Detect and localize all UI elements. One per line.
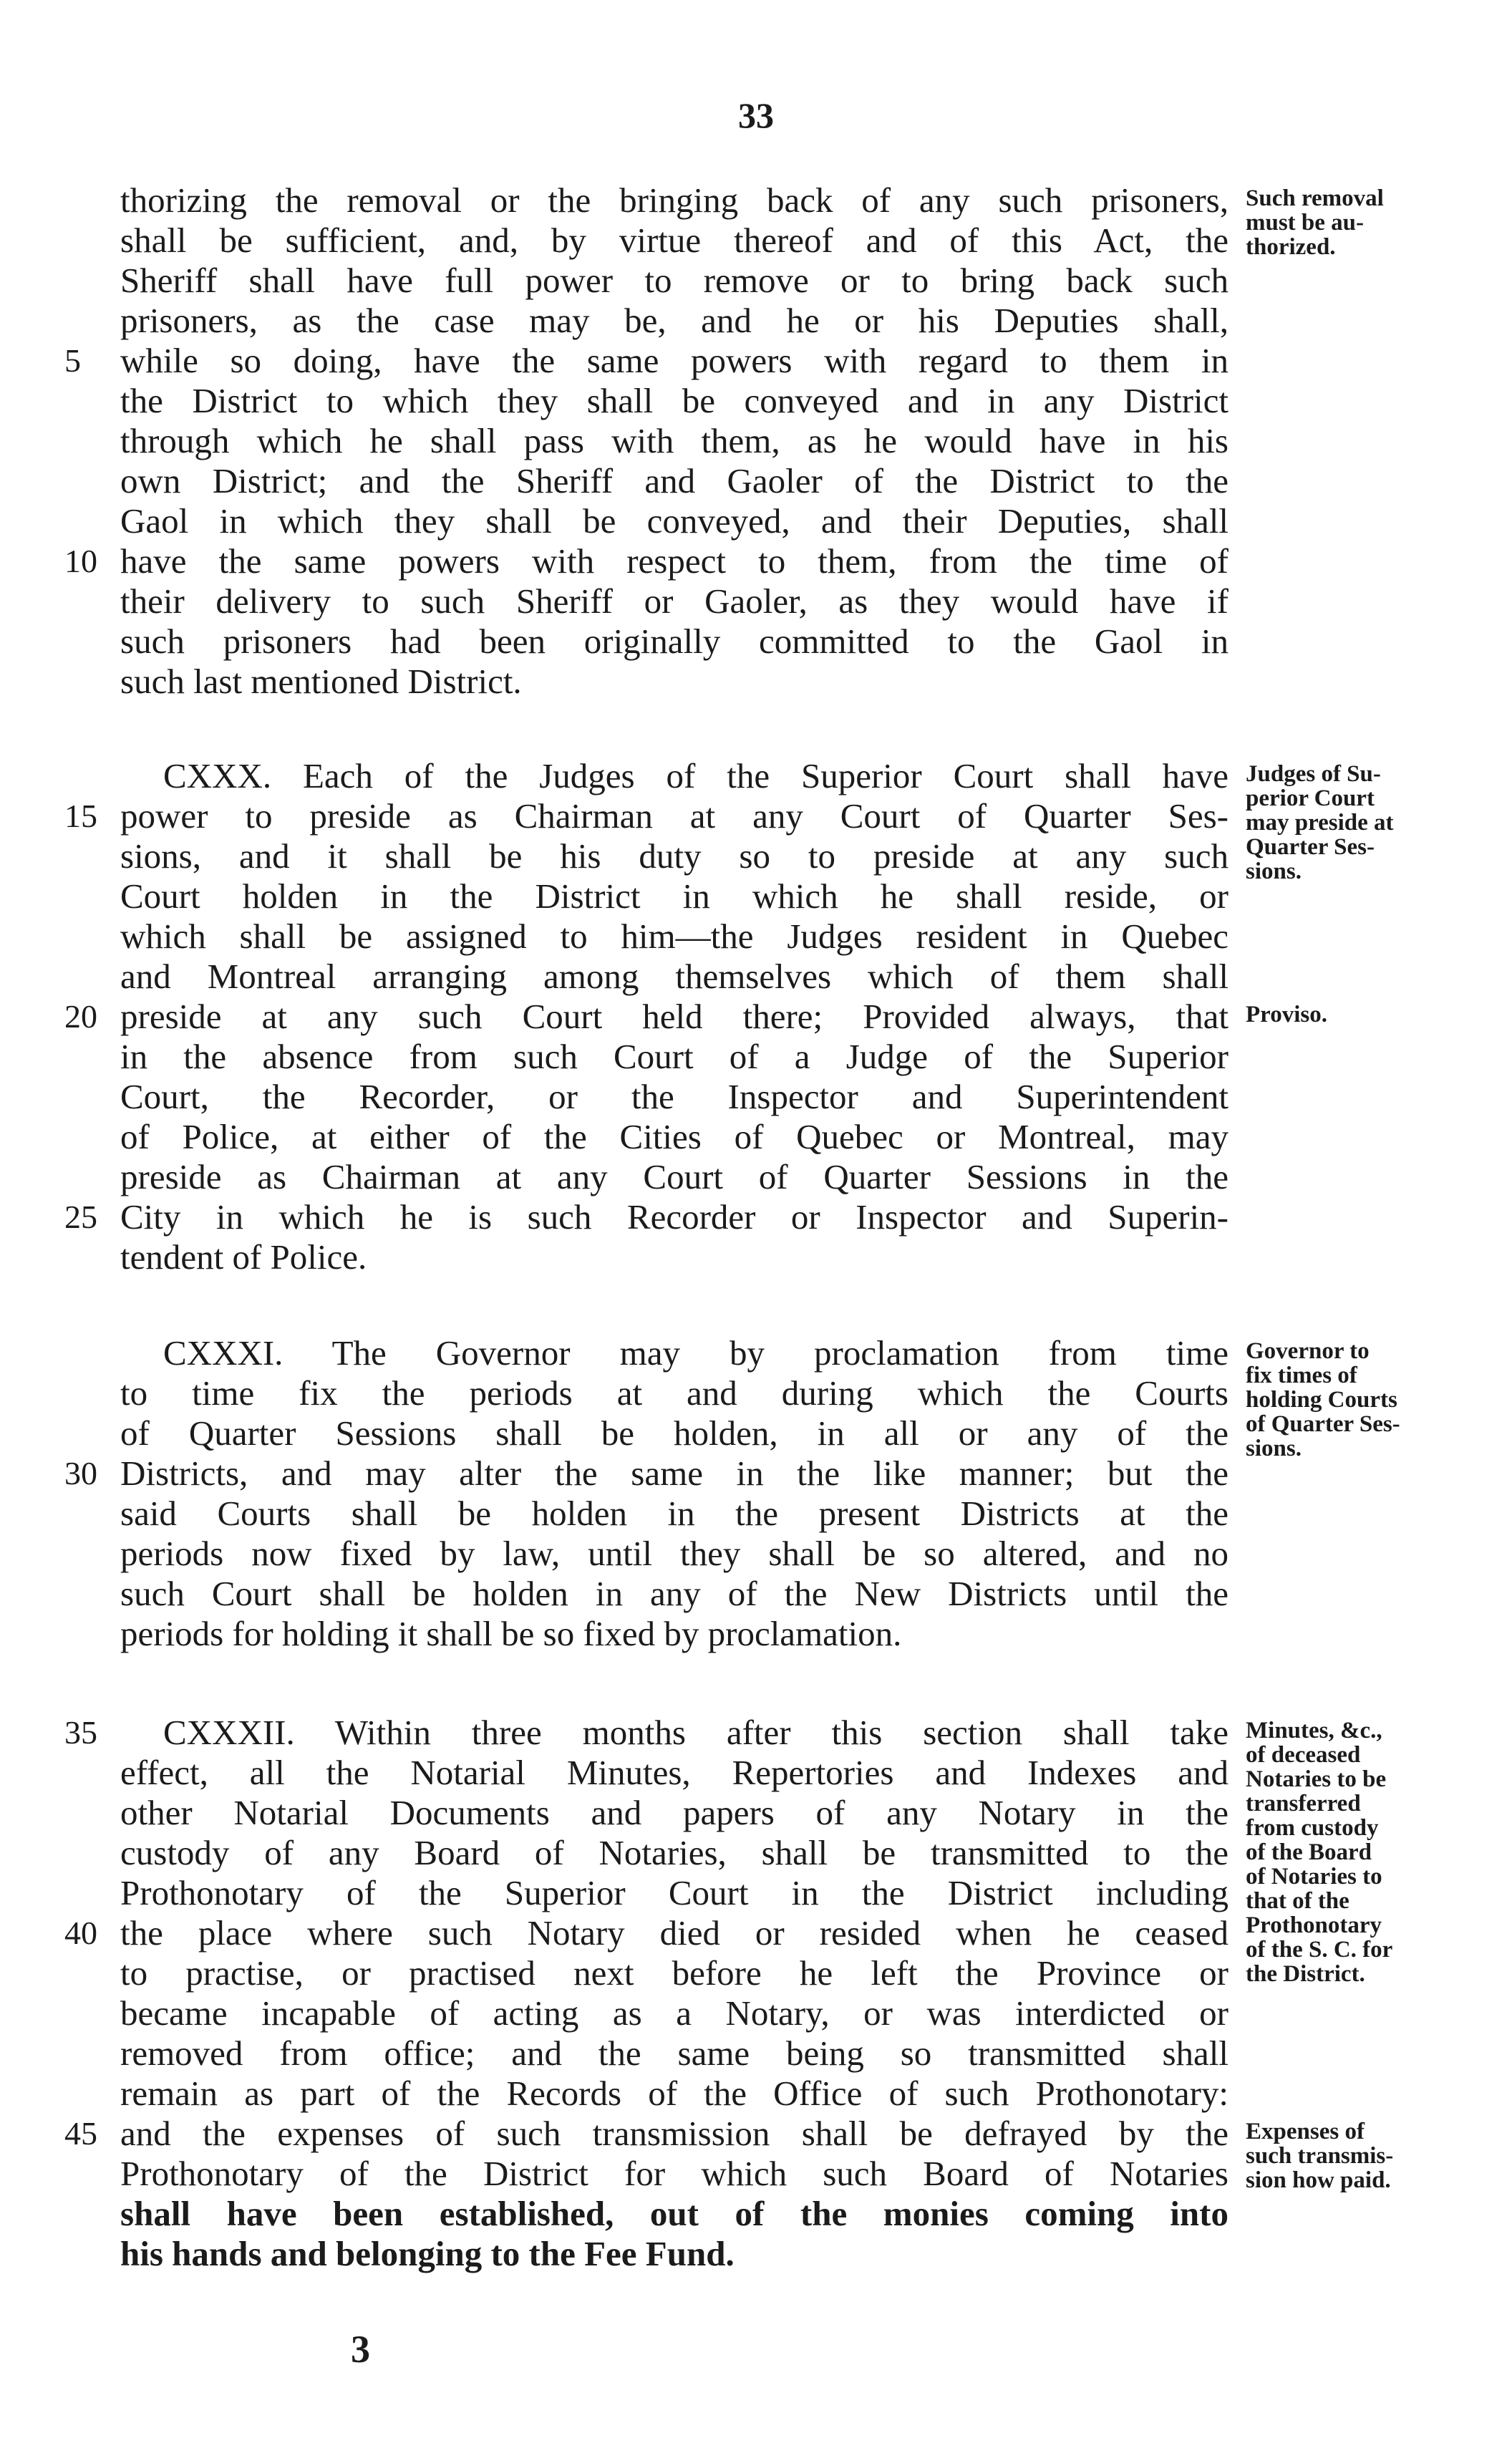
text-line: to practise, or practised next before he left the Province or bbox=[120, 1953, 1228, 1993]
text-line: CXXXII. Within three months after this section shall take bbox=[163, 1713, 1228, 1752]
text-line: the District to which they shall be conveyed and in any District bbox=[120, 381, 1228, 420]
line-number: 15 bbox=[64, 798, 97, 834]
text-line: custody of any Board of Notaries, shall be transmitted to the bbox=[120, 1833, 1228, 1872]
text-line: periods now fixed by law, until they shall be so altered, and no bbox=[120, 1534, 1228, 1573]
text-line: have the same powers with respect to them, from the time of bbox=[120, 541, 1228, 581]
text-line: periods for holding it shall be so fixed by proclamation. bbox=[120, 1614, 902, 1653]
text-line: tendent of Police. bbox=[120, 1237, 367, 1277]
text-line: CXXX. Each of the Judges of the Superior Court shall have bbox=[163, 756, 1228, 795]
text-line: other Notarial Documents and papers of any Notary in the bbox=[120, 1793, 1228, 1832]
text-line: Court holden in the District in which he shall reside, or bbox=[120, 876, 1228, 916]
line-number: 10 bbox=[64, 543, 97, 579]
margin-note: Judges of Su- perior Court may preside at Quarter Ses- sions. bbox=[1246, 761, 1394, 884]
text-line: Gaol in which they shall be conveyed, and their Deputies, shall bbox=[120, 501, 1228, 541]
margin-note: Proviso. bbox=[1246, 1002, 1327, 1027]
line-number: 35 bbox=[64, 1714, 97, 1751]
text-line: and Montreal arranging among themselves which of them shall bbox=[120, 957, 1228, 996]
text-line: Court, the Recorder, or the Inspector and Superintendent bbox=[120, 1077, 1228, 1116]
line-number: 30 bbox=[64, 1455, 97, 1491]
text-line: became incapable of acting as a Notary, or was interdicted or bbox=[120, 1993, 1228, 2033]
text-line: in the absence from such Court of a Judge of the Superior bbox=[120, 1037, 1228, 1076]
text-line: sions, and it shall be his duty so to preside at any such bbox=[120, 836, 1228, 876]
signature-mark: 3 bbox=[351, 2328, 370, 2371]
line-number: 20 bbox=[64, 998, 97, 1035]
text-line: such Court shall be holden in any of the New Districts until the bbox=[120, 1574, 1228, 1613]
page-number: 33 bbox=[738, 95, 774, 135]
text-line: remain as part of the Records of the Office of such Prothonotary: bbox=[120, 2074, 1228, 2113]
text-line: which shall be assigned to him—the Judges resident in Quebec bbox=[120, 916, 1228, 956]
text-line: and the expenses of such transmission shall be defrayed by the bbox=[120, 2114, 1228, 2153]
text-line: of Police, at either of the Cities of Quebec or Montreal, may bbox=[120, 1117, 1228, 1156]
margin-note: Minutes, &c., of deceased Notaries to be transferred from custody of the Board of Notaries to that of the Prothonotary of the S. C. for the District. bbox=[1246, 1718, 1393, 1987]
text-line: of Quarter Sessions shall be holden, in all or any of the bbox=[120, 1413, 1228, 1453]
text-line: the place where such Notary died or resided when he ceased bbox=[120, 1913, 1228, 1953]
margin-note: Expenses of such transmis- sion how paid. bbox=[1246, 2119, 1394, 2193]
text-line: his hands and belonging to the Fee Fund. bbox=[120, 2234, 735, 2273]
text-line: Districts, and may alter the same in the like manner; but the bbox=[120, 1453, 1228, 1493]
text-line: power to preside as Chairman at any Court of Quarter Ses- bbox=[120, 796, 1228, 836]
text-line: shall have been established, out of the monies coming into bbox=[120, 2194, 1228, 2233]
line-number: 5 bbox=[64, 342, 81, 379]
text-line: effect, all the Notarial Minutes, Repertories and Indexes and bbox=[120, 1753, 1228, 1792]
text-line: such prisoners had been originally committed to the Gaol in bbox=[120, 621, 1228, 661]
text-line: said Courts shall be holden in the present Districts at the bbox=[120, 1494, 1228, 1533]
margin-note: Such removal must be au- thorized. bbox=[1246, 185, 1384, 260]
margin-note: Governor to fix times of holding Courts of Quarter Ses- sions. bbox=[1246, 1338, 1400, 1461]
text-line: Prothonotary of the Superior Court in the District including bbox=[120, 1873, 1228, 1912]
text-line: City in which he is such Recorder or Inspector and Superin- bbox=[120, 1197, 1228, 1237]
line-number: 45 bbox=[64, 2115, 97, 2152]
text-line: removed from office; and the same being so transmitted shall bbox=[120, 2033, 1228, 2073]
text-line: Sheriff shall have full power to remove or to bring back such bbox=[120, 261, 1228, 300]
text-line: their delivery to such Sheriff or Gaoler, as they would have if bbox=[120, 581, 1228, 621]
text-line: own District; and the Sheriff and Gaoler of the District to the bbox=[120, 461, 1228, 500]
text-line: thorizing the removal or the bringing back of any such prisoners, bbox=[120, 180, 1228, 220]
text-line: through which he shall pass with them, as he would have in his bbox=[120, 421, 1228, 460]
text-line: while so doing, have the same powers with regard to them in bbox=[120, 341, 1228, 380]
line-number: 40 bbox=[64, 1915, 97, 1951]
text-line: CXXXI. The Governor may by proclamation from time bbox=[163, 1333, 1228, 1373]
text-line: Prothonotary of the District for which such Board of Notaries bbox=[120, 2154, 1228, 2193]
text-line: shall be sufficient, and, by virtue thereof and of this Act, the bbox=[120, 221, 1228, 260]
text-line: to time fix the periods at and during which the Courts bbox=[120, 1373, 1228, 1413]
text-line: preside as Chairman at any Court of Quarter Sessions in the bbox=[120, 1157, 1228, 1196]
text-line: preside at any such Court held there; Provided always, that bbox=[120, 997, 1228, 1036]
text-line: such last mentioned District. bbox=[120, 662, 522, 701]
text-line: prisoners, as the case may be, and he or his Deputies shall, bbox=[120, 301, 1228, 340]
line-number: 25 bbox=[64, 1199, 97, 1235]
